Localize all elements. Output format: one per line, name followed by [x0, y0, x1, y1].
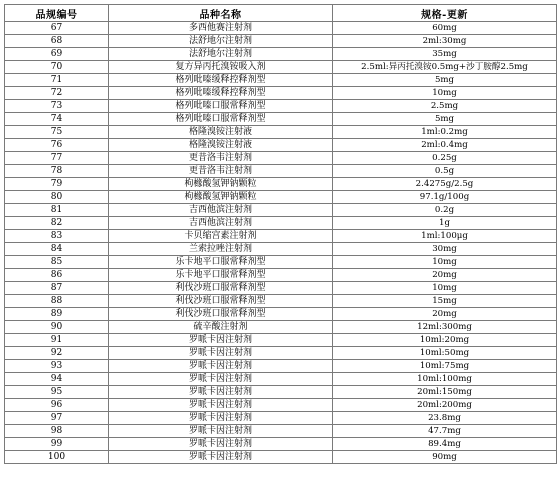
table-row: [5, 230, 557, 243]
table-row: [5, 152, 557, 165]
cell-code[interactable]: 80: [5, 191, 109, 204]
cell-code[interactable]: 83: [5, 230, 109, 243]
cell-code[interactable]: 88: [5, 295, 109, 308]
cell-code[interactable]: 70: [5, 61, 109, 74]
cell-code[interactable]: 81: [5, 204, 109, 217]
cell-code[interactable]: 95: [5, 386, 109, 399]
cell-spec[interactable]: 30mg: [333, 243, 557, 256]
cell-spec[interactable]: 0.5g: [333, 165, 557, 178]
cell-name[interactable]: 罗哌卡因注射剂: [109, 360, 333, 373]
cell-spec[interactable]: 0.2g: [333, 204, 557, 217]
table-row: [5, 295, 557, 308]
cell-name[interactable]: 罗哌卡因注射剂: [109, 425, 333, 438]
cell-spec[interactable]: 10ml:50mg: [333, 347, 557, 360]
table-header: [5, 5, 557, 22]
table-row: [5, 35, 557, 48]
cell-name[interactable]: 格隆溴铵注射液: [109, 126, 333, 139]
cell-name[interactable]: 罗哌卡因注射剂: [109, 451, 333, 464]
table-row: [5, 165, 557, 178]
table-row: [5, 74, 557, 87]
cell-name[interactable]: 多西他赛注射剂: [109, 22, 333, 35]
cell-spec[interactable]: 47.7mg: [333, 425, 557, 438]
cell-spec[interactable]: 2.4275g/2.5g: [333, 178, 557, 191]
drug-spec-table: [4, 4, 557, 464]
cell-name[interactable]: 吉西他滨注射剂: [109, 204, 333, 217]
cell-name[interactable]: 罗哌卡因注射剂: [109, 399, 333, 412]
spreadsheet-area: [4, 4, 556, 464]
table-row: [5, 347, 557, 360]
table-row: [5, 334, 557, 347]
cell-name[interactable]: 格隆溴铵注射液: [109, 139, 333, 152]
cell-code[interactable]: 76: [5, 139, 109, 152]
cell-name[interactable]: 硫辛酸注射剂: [109, 321, 333, 334]
cell-name[interactable]: 法舒地尔注射剂: [109, 48, 333, 61]
cell-spec[interactable]: 10mg: [333, 87, 557, 100]
table-row: [5, 139, 557, 152]
table-row: [5, 256, 557, 269]
cell-spec[interactable]: 10ml:100mg: [333, 373, 557, 386]
cell-code[interactable]: 96: [5, 399, 109, 412]
cell-name[interactable]: 乐卡地平口服常释剂型: [109, 256, 333, 269]
cell-name[interactable]: 乐卡地平口服常释剂型: [109, 269, 333, 282]
cell-name[interactable]: 兰索拉唑注射剂: [109, 243, 333, 256]
header-row: [5, 5, 557, 22]
cell-code[interactable]: 69: [5, 48, 109, 61]
table-row: [5, 269, 557, 282]
cell-spec[interactable]: 20ml:200mg: [333, 399, 557, 412]
cell-code[interactable]: 90: [5, 321, 109, 334]
cell-name[interactable]: 罗哌卡因注射剂: [109, 373, 333, 386]
header-cell-code[interactable]: 品规编号: [5, 5, 109, 22]
cell-name[interactable]: 格列吡嗪口服常释剂型: [109, 100, 333, 113]
cell-spec[interactable]: 20mg: [333, 308, 557, 321]
cell-code[interactable]: 79: [5, 178, 109, 191]
cell-code[interactable]: 82: [5, 217, 109, 230]
cell-name[interactable]: 格列吡嗪缓释控释剂型: [109, 74, 333, 87]
table-row: [5, 178, 557, 191]
cell-code[interactable]: 87: [5, 282, 109, 295]
cell-code[interactable]: 93: [5, 360, 109, 373]
table-row: [5, 22, 557, 35]
table-row: [5, 321, 557, 334]
cell-code[interactable]: 75: [5, 126, 109, 139]
table-row: [5, 451, 557, 464]
table-row: [5, 126, 557, 139]
cell-name[interactable]: 卡贝缩宫素注射剂: [109, 230, 333, 243]
table-row: [5, 217, 557, 230]
cell-code[interactable]: 89: [5, 308, 109, 321]
cell-spec[interactable]: 0.25g: [333, 152, 557, 165]
cell-spec[interactable]: 10mg: [333, 282, 557, 295]
cell-name[interactable]: 格列吡嗪缓释控释剂型: [109, 87, 333, 100]
cell-spec[interactable]: 60mg: [333, 22, 557, 35]
table-row: [5, 425, 557, 438]
cell-name[interactable]: 罗哌卡因注射剂: [109, 334, 333, 347]
cell-spec[interactable]: 10ml:20mg: [333, 334, 557, 347]
table-row: [5, 87, 557, 100]
cell-name[interactable]: 利伐沙班口服常释剂型: [109, 282, 333, 295]
cell-code[interactable]: 74: [5, 113, 109, 126]
cell-code[interactable]: 67: [5, 22, 109, 35]
table-row: [5, 100, 557, 113]
table-row: [5, 243, 557, 256]
cell-spec[interactable]: 1ml:0.2mg: [333, 126, 557, 139]
cell-code[interactable]: 94: [5, 373, 109, 386]
cell-spec[interactable]: 5mg: [333, 74, 557, 87]
cell-name[interactable]: 罗哌卡因注射剂: [109, 386, 333, 399]
cell-spec[interactable]: 20ml:150mg: [333, 386, 557, 399]
cell-name[interactable]: 法舒地尔注射剂: [109, 35, 333, 48]
cell-spec[interactable]: 97.1g/100g: [333, 191, 557, 204]
cell-code[interactable]: 73: [5, 100, 109, 113]
cell-code[interactable]: 84: [5, 243, 109, 256]
cell-code[interactable]: 99: [5, 438, 109, 451]
table-row: [5, 386, 557, 399]
table-row: [5, 438, 557, 451]
cell-code[interactable]: 86: [5, 269, 109, 282]
cell-code[interactable]: 78: [5, 165, 109, 178]
cell-spec[interactable]: 2.5ml:异丙托溴铵0.5mg+沙丁胺醇2.5mg: [333, 61, 557, 74]
cell-spec[interactable]: 10mg: [333, 256, 557, 269]
cell-spec[interactable]: 1ml:100μg: [333, 230, 557, 243]
table-body: [5, 22, 557, 464]
table-row: [5, 113, 557, 126]
cell-spec[interactable]: 90mg: [333, 451, 557, 464]
cell-code[interactable]: 100: [5, 451, 109, 464]
cell-spec[interactable]: 35mg: [333, 48, 557, 61]
cell-spec[interactable]: 15mg: [333, 295, 557, 308]
table-row: [5, 373, 557, 386]
cell-code[interactable]: 72: [5, 87, 109, 100]
cell-code[interactable]: 85: [5, 256, 109, 269]
cell-name[interactable]: 罗哌卡因注射剂: [109, 412, 333, 425]
cell-spec[interactable]: 12ml:300mg: [333, 321, 557, 334]
table-row: [5, 360, 557, 373]
cell-spec[interactable]: 1g: [333, 217, 557, 230]
cell-name[interactable]: 更昔洛韦注射剂: [109, 165, 333, 178]
table-row: [5, 412, 557, 425]
cell-name[interactable]: 枸橼酸氢钾钠颗粒: [109, 191, 333, 204]
cell-code[interactable]: 97: [5, 412, 109, 425]
cell-name[interactable]: 罗哌卡因注射剂: [109, 347, 333, 360]
cell-code[interactable]: 98: [5, 425, 109, 438]
cell-spec[interactable]: 10ml:75mg: [333, 360, 557, 373]
cell-name[interactable]: 吉西他滨注射剂: [109, 217, 333, 230]
table-row: [5, 61, 557, 74]
cell-spec[interactable]: 23.8mg: [333, 412, 557, 425]
table-row: [5, 282, 557, 295]
cell-code[interactable]: 77: [5, 152, 109, 165]
cell-code[interactable]: 92: [5, 347, 109, 360]
cell-spec[interactable]: 89.4mg: [333, 438, 557, 451]
header-cell-spec[interactable]: 规格-更新: [333, 5, 557, 22]
cell-code[interactable]: 91: [5, 334, 109, 347]
cell-name[interactable]: 更昔洛韦注射剂: [109, 152, 333, 165]
cell-name[interactable]: 枸橼酸氢钾钠颗粒: [109, 178, 333, 191]
table-row: [5, 308, 557, 321]
cell-spec[interactable]: 2ml:0.4mg: [333, 139, 557, 152]
cell-name[interactable]: 罗哌卡因注射剂: [109, 438, 333, 451]
cell-spec[interactable]: 5mg: [333, 113, 557, 126]
table-row: [5, 204, 557, 217]
cell-spec[interactable]: 2ml:30mg: [333, 35, 557, 48]
cell-code[interactable]: 68: [5, 35, 109, 48]
cell-name[interactable]: 利伐沙班口服常释剂型: [109, 308, 333, 321]
header-cell-name[interactable]: 品种名称: [109, 5, 333, 22]
cell-name[interactable]: 利伐沙班口服常释剂型: [109, 295, 333, 308]
table-row: [5, 191, 557, 204]
cell-name[interactable]: 格列吡嗪口服常释剂型: [109, 113, 333, 126]
cell-code[interactable]: 71: [5, 74, 109, 87]
table-row: [5, 48, 557, 61]
cell-name[interactable]: 复方异丙托溴铵吸入剂: [109, 61, 333, 74]
cell-spec[interactable]: 20mg: [333, 269, 557, 282]
cell-spec[interactable]: 2.5mg: [333, 100, 557, 113]
table-row: [5, 399, 557, 412]
